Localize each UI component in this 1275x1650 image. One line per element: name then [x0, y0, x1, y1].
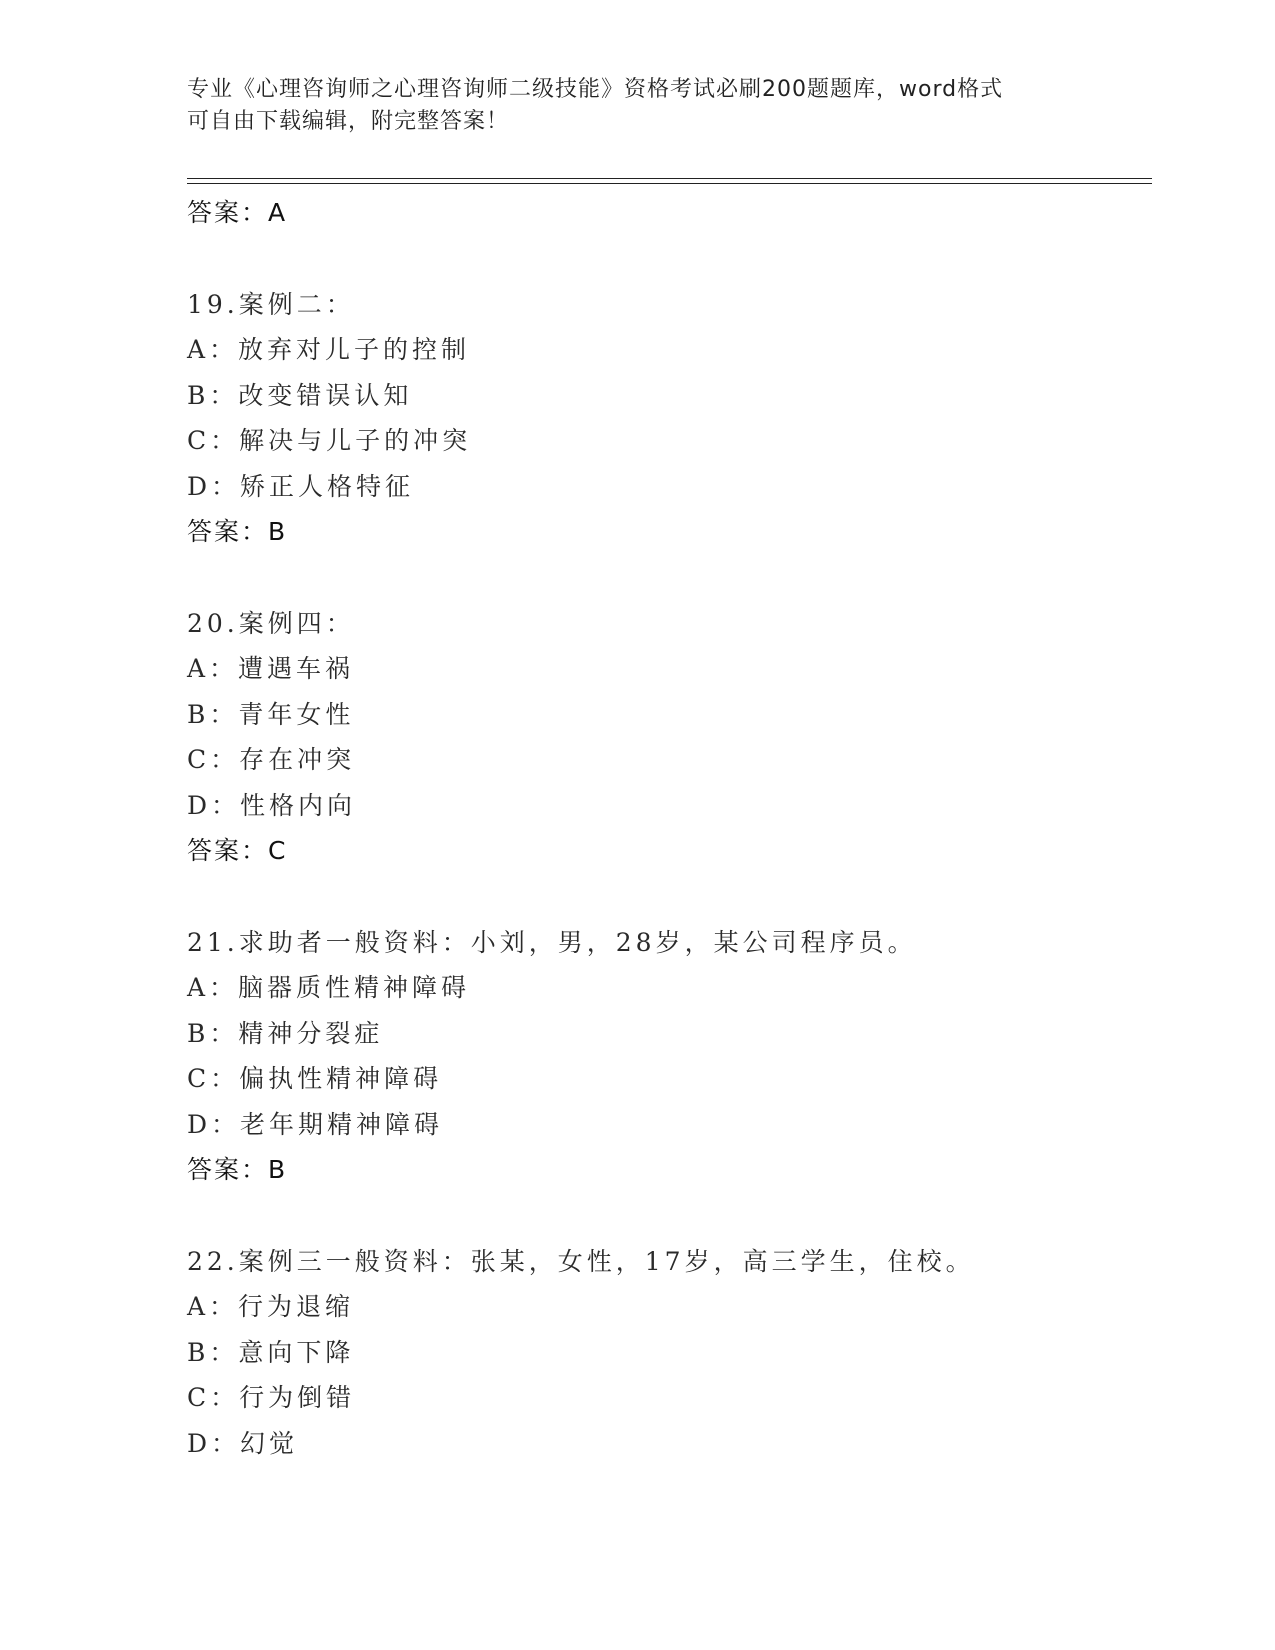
spacer — [187, 236, 1147, 282]
question-block — [187, 282, 1147, 555]
header-line-2: 可自由下载编辑，附完整答案！ — [187, 109, 510, 134]
document-header — [187, 74, 1087, 138]
answer-line: 答案：B — [187, 517, 288, 546]
option-c: C：行为倒错 — [187, 1383, 356, 1412]
header-divider-bottom — [187, 183, 1152, 184]
header-divider-top — [187, 178, 1152, 179]
question-stem: 19.案例二： — [187, 289, 355, 319]
option-d: D：性格内向 — [187, 790, 357, 820]
option-c: C：存在冲突 — [187, 745, 356, 774]
option-d: D：矫正人格特征 — [187, 471, 415, 501]
option-a: A：行为退缩 — [187, 1292, 355, 1321]
question-block — [187, 1239, 1147, 1467]
spacer — [187, 874, 1147, 920]
option-a: A：脑器质性精神障碍 — [187, 973, 471, 1002]
header-line-1: 专业《心理咨询师之心理咨询师二级技能》资格考试必刷200题题库，word格式 — [187, 77, 1004, 102]
question-stem: 20.案例四： — [187, 608, 355, 638]
answer-line: 答案：B — [187, 1155, 288, 1184]
option-c: C：解决与儿子的冲突 — [187, 426, 472, 455]
question-block — [187, 920, 1147, 1193]
option-a: A：放弃对儿子的控制 — [187, 335, 471, 364]
spacer — [187, 1193, 1147, 1239]
option-b: B：改变错误认知 — [187, 380, 413, 410]
question-stem: 21.求助者一般资料：小刘，男，28岁，某公司程序员。 — [187, 927, 917, 957]
question-stem: 22.案例三一般资料：张某，女性，17岁，高三学生，住校。 — [187, 1246, 975, 1276]
spacer — [187, 555, 1147, 601]
answer-line: 答案：C — [187, 836, 288, 865]
option-b: B：精神分裂症 — [187, 1018, 384, 1048]
option-a: A：遭遇车祸 — [187, 654, 355, 683]
option-d: D：幻觉 — [187, 1428, 299, 1458]
question-list — [187, 190, 1147, 1466]
option-b: B：青年女性 — [187, 699, 355, 729]
question-block — [187, 601, 1147, 874]
option-d: D：老年期精神障碍 — [187, 1109, 444, 1139]
option-b: B：意向下降 — [187, 1337, 355, 1367]
answer-line: 答案：A — [187, 198, 288, 227]
option-c: C：偏执性精神障碍 — [187, 1064, 443, 1093]
